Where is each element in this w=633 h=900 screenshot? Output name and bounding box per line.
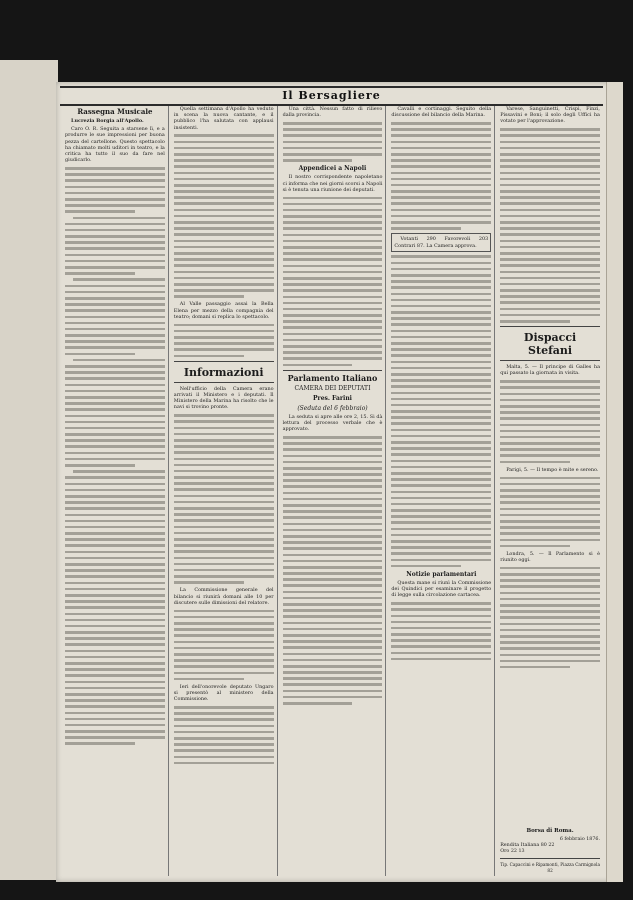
masthead-title: Il Bersagliere [60,86,603,106]
column-3-text-2: Il nostro corrispondente napoletano ci informa che nei giorni scorsi a Napoli si è tenuta una riunione dei deputati. [282,174,383,193]
section-divider [174,361,274,362]
page-margin-strip [606,82,623,882]
column-2-text-1: Quella settimana d'Apollo ha veduto in scena la nuova cantante, e il pubblico l'ha salutata con applausi insistenti. [173,106,274,131]
printer-imprint: Tip. Capaccini e Ripamonti, Piazza Carmignola 82 [500,862,600,873]
column-1 [62,106,169,876]
dispatch-malta: Malta, 5. — Il principe di Galles ha qui passato la giornata in visita. [500,364,600,377]
column-5-body-lines-2 [500,380,600,463]
column-5-footer [500,825,600,874]
section-divider [500,326,600,327]
president-name: Pres. Farini [313,394,352,402]
column-5-heading: Dispacci Stefani [523,331,577,358]
section-divider [283,370,383,371]
column-1-body-lines [65,167,165,745]
column-3-subheading: Appendicei a Napoli [298,165,367,173]
column-5-body-lines-3 [500,477,600,548]
column-3 [280,106,387,876]
dispatch-london: Londra, 5. — Il Parlamento si è riunito oggi. [500,550,600,564]
exchange-title: Borsa di Roma. [526,828,574,834]
column-4-subheading: Notizie parlamentari [406,570,477,578]
column-2-body-lines-5 [174,706,274,764]
vote-tally: Votanti 290 Favorevoli 203 Contrari 87. La Camera approva. [391,233,491,251]
column-4-body-lines-3 [391,602,491,660]
column-2-heading: Informazioni [183,365,264,379]
column-4-text-1: Cavalli e cortinaggi. Seguito della discussione del bilancio della Marina. [391,106,492,119]
column-4-body-lines-2 [391,255,491,567]
column-2-text-2: Al Valle passaggio assai la Bella Elena per mezzo della compagnia del teatro; domani si replica lo spettacolo. [173,301,274,320]
chamber-name: CAMERA DEI DEPUTATI [294,384,371,392]
column-5-body-lines-1 [500,128,600,322]
section-divider [500,360,600,361]
column-2-text-4: La Commissione generale del bilancio si riunirà domani alle 10 per discutere sulle dimissioni del relatore. [173,587,274,606]
column-2-body-lines-4 [174,610,274,681]
column-4 [388,106,495,876]
column-5-text-1: Varese, Sanguinetti, Crispi, Finzi, Pissavini e Boni; il solo degli Uffici ha votato per l'approvazione. [500,106,600,125]
adjacent-page-edge [0,60,58,880]
columns-container [62,106,603,876]
column-1-lead: Lucrezia Borgia all'Apollo. [71,118,144,124]
session-date: (Seduta del 6 febbraio) [297,404,368,412]
column-4-text-3: Questa mane si riunì la Commissione dei Quindici per esaminare il progetto di legge sulla circolazione cartacea. [391,579,492,599]
column-3-heading: Parlamento Italiano [287,372,378,383]
column-2-body-lines-2 [174,324,274,358]
column-3-body-lines-2 [283,197,383,367]
dispatch-paris: Parigi, 5. — Il tempo è mite e sereno. [506,466,599,473]
section-divider [174,382,274,383]
exchange-date: 6 febbraio 1876. [559,837,600,842]
column-1-heading: Rassegna Musicale [77,107,153,116]
column-3-text-3: La seduta si apre alle ore 2, 15. Si dà lettura del processo verbale che è approvato. [282,413,383,433]
column-2-text-3: Nell'ufficio della Camera erano arrivati il Ministero e i deputati. Il Ministero della Marina ha risolto che le navi si trovino pronte. [173,385,274,411]
column-2 [171,106,278,876]
column-2-body-lines-1 [174,134,274,297]
column-3-text-1: Una città. Nessun fatto di rilievo dalla provincia. [282,106,383,119]
newspaper-page [56,82,623,882]
column-3-body-lines-3 [283,436,383,705]
column-3-body-lines-1 [283,122,383,162]
exchange-line-rendita: Rendita Italiana 80 22 [500,843,555,848]
column-1-text: Caro O. R. Seguita a starsene lì, e a produrre le sue impressioni per buona pezza del cartellone. Questo spettacolo ha chiamato molti uditori in teatro, e la critica ha tutto il suo da fare nel giudicarlo. [65,126,165,164]
column-2-text-5: Ieri dell'onorevole deputato Ungaro si presentò al ministero della Commissione. [173,683,274,703]
column-5 [497,106,603,876]
column-2-body-lines-3 [174,414,274,584]
exchange-line-oro: Oro 22 13 [500,849,525,854]
section-divider [500,858,600,859]
column-5-body-lines-4 [500,567,600,669]
column-4-body-lines-1 [391,122,491,230]
